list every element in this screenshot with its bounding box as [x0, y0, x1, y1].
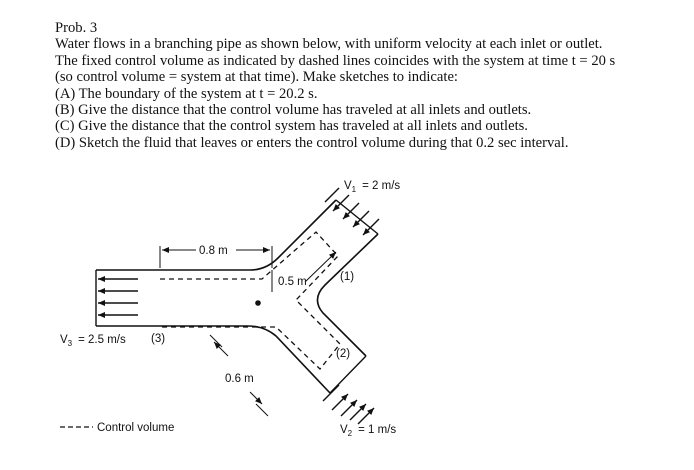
dim-diag-1-label: 0.5 m: [278, 276, 307, 288]
svg-text:V2= 1 m/s: $V_2 = 1$ m/s: [340, 424, 397, 438]
pipe-inner-wall: [317, 234, 378, 356]
port-3-label: (3): [151, 333, 166, 345]
inlet-3-flow: [96, 270, 138, 326]
intro-line-2: The fixed control volume as indicated by dashed lines coincides with the system at time t = 20 s: [55, 52, 616, 69]
problem-title: Prob. 3: [55, 20, 98, 36]
legend-label: Control volume: [97, 422, 175, 434]
part-d: (D) Sketch the fluid that leaves or enters the control volume during that 0.2 sec interval.: [55, 134, 569, 151]
svg-text:V1= 2 m/s: $V_1 = 2$ m/s: [344, 180, 401, 194]
intro-line-3: (so control volume = system at that time). Make sketches to indicate:: [55, 69, 458, 86]
pipe-upper-wall: [96, 200, 336, 270]
intro-line-1: Water flows in a branching pipe as shown below, with uniform velocity at each inlet or outlet.: [55, 36, 603, 53]
junction-point: [255, 300, 261, 306]
part-a: (A) The boundary of the system at t = 20.2 s.: [55, 85, 318, 102]
v1-label: [344, 180, 400, 194]
v3-label: [60, 334, 126, 348]
port-1-label: (1): [340, 271, 355, 283]
inlet-1-flow: [325, 188, 379, 235]
port-2-label: (2): [336, 348, 351, 360]
part-c: (C) Give the distance that the control system has traveled at all inlets and outlets.: [55, 118, 528, 135]
part-b: (B) Give the distance that the control volume has traveled at all inlets and outlets.: [55, 102, 532, 119]
dim-diag-2-label: 0.6 m: [225, 373, 254, 385]
v2-label: [340, 424, 396, 438]
pipe-lower-wall: [96, 326, 330, 393]
control-volume: [160, 232, 340, 369]
outlet-2-flow: [323, 356, 374, 424]
svg-text:V3= 2.5 m/s: $V_3 = 2.5$ m/s: [60, 334, 126, 348]
dim-width-label: 0.8 m: [199, 245, 228, 257]
pipe-walls: [96, 200, 378, 393]
